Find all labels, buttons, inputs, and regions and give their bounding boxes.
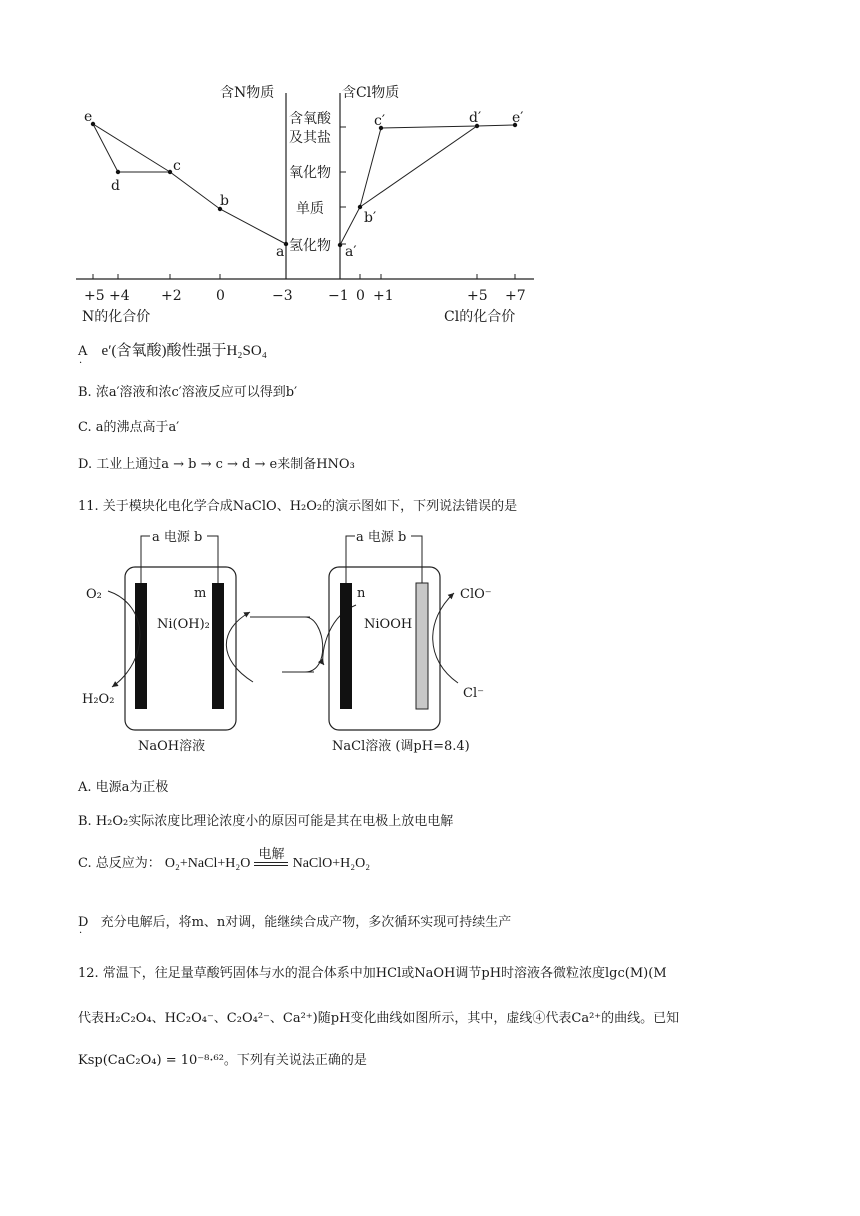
q11-option-d-label: D — [78, 915, 89, 930]
category-oxide: 氧化物 — [289, 165, 331, 181]
o2-label: O₂ — [86, 587, 102, 602]
category-salt: 及其盐 — [289, 130, 331, 146]
n-tick-5: +5 — [84, 288, 105, 304]
cl-tick-1: +1 — [373, 288, 394, 304]
n-tick-0: 0 — [216, 288, 225, 304]
q10-option-a — [78, 339, 267, 360]
valence-class-diagram — [60, 75, 560, 335]
ni-oh2-label: Ni(OH)₂ — [157, 617, 210, 632]
electrode-n — [340, 583, 352, 709]
h2o2-label: H₂O₂ — [82, 692, 115, 707]
cl-tick-5: +5 — [467, 288, 488, 304]
nacl-solution-label: NaCl溶液 (调pH=8.4) — [332, 739, 470, 754]
right-anode — [416, 583, 428, 709]
label-b: b — [220, 193, 229, 209]
q12-line-3: Ksp(CaC₂O₄) = 10⁻⁸·⁶²。下列有关说法正确的是 — [78, 1053, 367, 1068]
niooh-label: NiOOH — [364, 617, 413, 632]
clo-label: ClO⁻ — [460, 587, 492, 602]
label-a: a — [276, 244, 285, 260]
q11-stem: 11. 关于模块化电化学合成NaClO、H₂O₂的演示图如下，下列说法错误的是 — [78, 499, 518, 514]
q11-option-c-right: NaClO+H₂O₂ — [292, 856, 371, 871]
label-e: e — [84, 109, 93, 125]
cl-tick-7: +7 — [505, 288, 526, 304]
cl-label: Cl⁻ — [463, 686, 484, 701]
q10-option-a-label: A — [78, 344, 88, 359]
n-xlabel: N的化合价 — [82, 309, 151, 325]
q11-option-c — [78, 847, 371, 872]
q11-option-a: A. 电源a为正极 — [78, 780, 169, 795]
category-oxyacid: 含氧酸 — [289, 111, 331, 127]
electrode-m — [212, 583, 224, 709]
q10-option-b: B. 浓a′溶液和浓c′溶液反应可以得到b′ — [78, 385, 298, 400]
label-a-prime: a′ — [345, 244, 357, 260]
point-a-prime — [338, 243, 342, 247]
point-c — [168, 170, 172, 174]
label-c-prime: c′ — [374, 113, 386, 129]
q12-line-2: 代表H₂C₂O₄、HC₂O₄⁻、C₂O₄²⁻、Ca²⁺)随pH变化曲线如图所示，其中，虚线④代表Ca²⁺的曲线。已知 — [78, 1011, 680, 1026]
q11-option-c-label: C. 总反应为： — [78, 856, 161, 871]
point-b-prime — [358, 205, 362, 209]
q10-option-d: D. 工业上通过a → b → c → d → e来制备HNO₃ — [78, 457, 355, 472]
label-c: c — [173, 158, 181, 174]
label-b-prime: b′ — [364, 210, 377, 226]
label-d: d — [111, 178, 120, 194]
point-d — [116, 170, 120, 174]
q10-option-c: C. a的沸点高于a′ — [78, 420, 180, 435]
label-e-prime: e′ — [512, 110, 524, 126]
cl-xlabel: Cl的化合价 — [444, 309, 516, 325]
electrode-m-label: m — [194, 586, 207, 601]
cl-tick-neg1: −1 — [328, 288, 349, 304]
category-hydride: 氢化物 — [289, 238, 331, 254]
n-tick-neg3: −3 — [272, 288, 293, 304]
point-a — [284, 242, 288, 246]
naoh-solution-label: NaOH溶液 — [138, 739, 206, 754]
q11-option-d-text: 充分电解后，将m、n对调，能继续合成产物，多次循环实现可持续生产 — [100, 915, 512, 930]
cl-tick-0: 0 — [356, 288, 365, 304]
q11-option-b: B. H₂O₂实际浓度比理论浓度小的原因可能是其在电极上放电电解 — [78, 814, 454, 829]
left-power-label: a 电源 b — [152, 530, 203, 545]
cl-axis-title: 含Cl物质 — [342, 85, 400, 101]
n-axis-title: 含N物质 — [220, 85, 275, 101]
electrolysis-diagram — [70, 525, 540, 755]
q11-option-c-condition: 电解 — [258, 847, 285, 862]
left-cathode — [135, 583, 147, 709]
n-tick-4: +4 — [109, 288, 130, 304]
right-power-label: a 电源 b — [356, 530, 407, 545]
label-d-prime: d′ — [469, 110, 482, 126]
category-element: 单质 — [296, 201, 324, 217]
n-tick-2: +2 — [161, 288, 182, 304]
electrode-n-label: n — [357, 586, 366, 601]
q11-option-c-left: O₂+NaCl+H₂O — [164, 856, 251, 871]
q11-option-d — [78, 911, 511, 930]
q12-line-1: 12. 常温下，往足量草酸钙固体与水的混合体系中加HCl或NaOH调节pH时溶液各微粒浓度lgc(M)(M — [78, 966, 667, 981]
q10-option-a-text: e′(含氧酸)酸性强于H₂SO₄ — [101, 343, 267, 359]
